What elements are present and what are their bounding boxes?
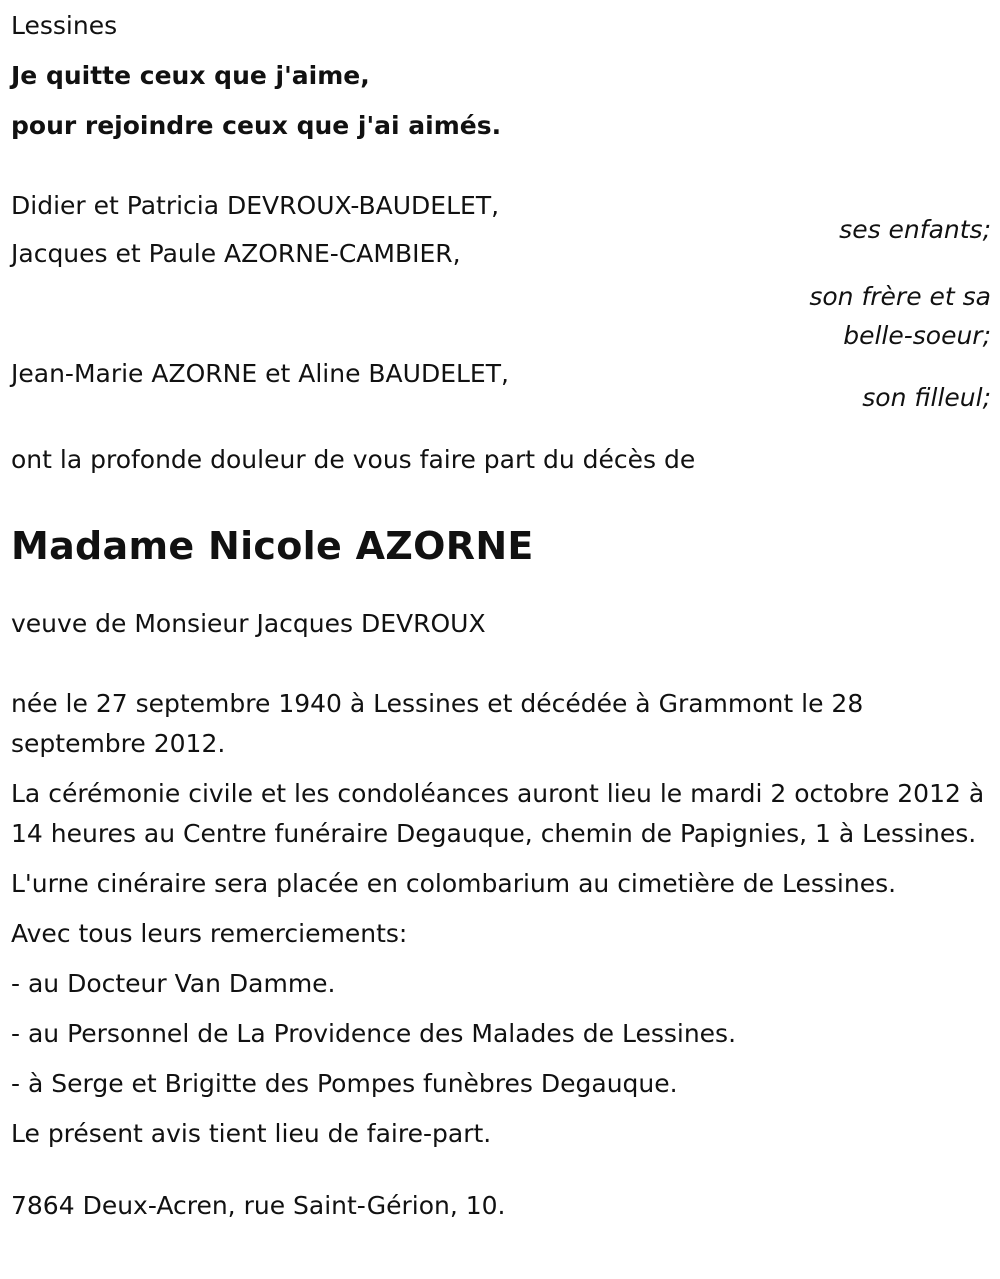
quote-line-1: Je quitte ceux que j'aime, xyxy=(11,61,370,90)
thanks-intro: Avec tous leurs remerciements: xyxy=(11,919,408,948)
announcement-text: ont la profonde douleur de vous faire part du décès de xyxy=(11,445,696,474)
family-relation-godson: son filleul; xyxy=(862,383,991,412)
thanks-item-doctor: - au Docteur Van Damme. xyxy=(11,969,336,998)
notice-text: Le présent avis tient lieu de faire-part. xyxy=(11,1119,492,1148)
family-names-children: Didier et Patricia DEVROUX-BAUDELET, xyxy=(11,191,500,220)
thanks-item-staff: - au Personnel de La Providence des Malades de Lessines. xyxy=(11,1019,737,1048)
obituary-document xyxy=(11,6,991,1226)
quote-line-2: pour rejoindre ceux que j'ai aimés. xyxy=(11,111,502,140)
ceremony-text: La cérémonie civile et les condoléances auront lieu le mardi 2 octobre 2012 à 14 heures au Centre funéraire Degauque, chemin de Papignies, 1 à Lessines. xyxy=(11,779,985,848)
widow-of-text: veuve de Monsieur Jacques DEVROUX xyxy=(11,609,486,638)
family-names-brother: Jacques et Paule AZORNE-CAMBIER, xyxy=(11,239,461,268)
family-relation-brother-line1: son frère et sa xyxy=(809,282,991,311)
address-text: 7864 Deux-Acren, rue Saint-Gérion, 10. xyxy=(11,1191,506,1220)
family-relation-brother-line2: belle-soeur; xyxy=(843,321,991,350)
birth-death-text: née le 27 septembre 1940 à Lessines et décédée à Grammont le 28 septembre 2012. xyxy=(11,689,864,758)
town-name: Lessines xyxy=(11,11,118,40)
family-list xyxy=(11,186,991,417)
urn-text: L'urne cinéraire sera placée en colombarium au cimetière de Lessines. xyxy=(11,869,897,898)
thanks-item-funeral: - à Serge et Brigitte des Pompes funèbres Degauque. xyxy=(11,1069,678,1098)
family-names-godson: Jean-Marie AZORNE et Aline BAUDELET, xyxy=(11,359,509,388)
deceased-name: Madame Nicole AZORNE xyxy=(11,524,534,568)
family-relation-children: ses enfants; xyxy=(839,215,991,244)
